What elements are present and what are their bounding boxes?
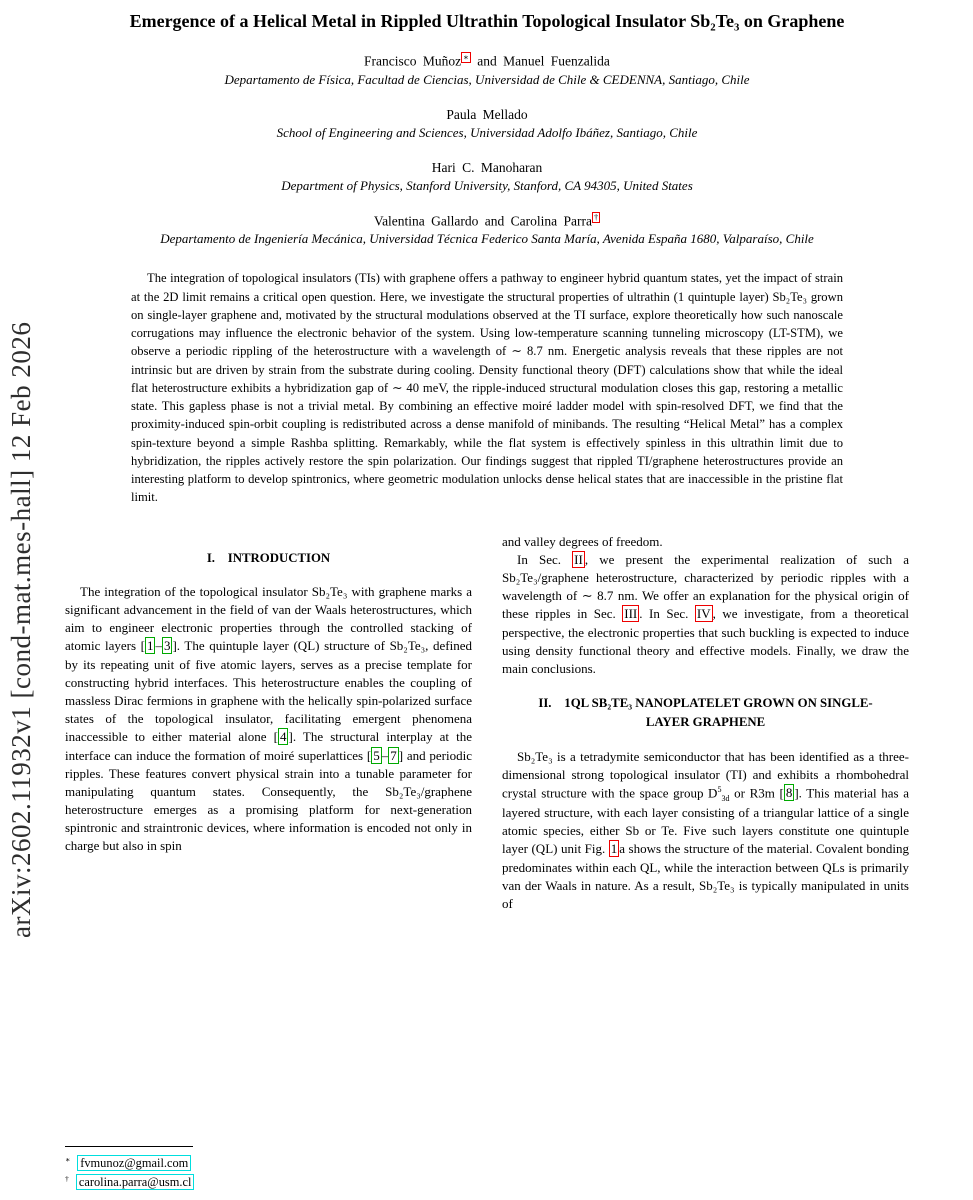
affiliation: Departamento de Física, Facultad de Ciencias, Universidad de Chile & CEDENNA, Santiago, Chile	[224, 71, 750, 87]
footnote-row	[65, 1173, 485, 1192]
text-segment: or R3m [	[729, 785, 784, 801]
footnote-rule	[65, 1146, 193, 1147]
footnote-mark: †	[65, 1174, 69, 1184]
citation-link[interactable]: 5	[373, 747, 380, 763]
section2-paragraph	[502, 748, 909, 914]
text-segment: ]. This material has a layered structure, with each layer consisting of a triangular lattice of a single atomic species, either Sb or Te. Five such layers constitute one quintuple layer (QL) unit Fig.	[502, 785, 909, 857]
internal-ref-link[interactable]: II	[574, 551, 583, 567]
citation-link[interactable]: 7	[390, 747, 397, 763]
paper-title: Emergence of a Helical Metal in Rippled Ultrathin Topological Insulator Sb₂Te₃ on Graphene	[129, 11, 845, 31]
text-segment: Paula Mellado	[446, 106, 528, 122]
footnote-mark-ref[interactable]: †	[593, 212, 599, 222]
footnote-mark-ref[interactable]: ∗	[463, 53, 469, 63]
right-column	[502, 533, 909, 914]
arxiv-stamp: arXiv:2602.11932v1 [cond-mat.mes-hall] 12 Feb 2026	[6, 321, 36, 939]
citation-link[interactable]: 1	[146, 638, 154, 654]
text-segment: ]. The structural interplay at the interface can induce the formation of moiré superlattices [	[65, 729, 472, 763]
section-heading-section2: II. 1QL SB₂TE₃ NANOPLATELET GROWN ON SINGLE-LAYER GRAPHENE	[538, 696, 873, 730]
text-segment: –	[155, 638, 162, 654]
citation-link[interactable]: 8	[785, 785, 793, 801]
text-segment: and Manuel Fuenzalida	[470, 53, 610, 69]
abstract: The integration of topological insulators (TIs) with graphene offers a pathway to engineer hybrid quantum states, yet the impact of strain at the 2D limit remains a critical open question. Here, we investigate the structural properties of ultrathin (1 quintuple layer) Sb₂Te₃ grown on single-layer graphene and, motivated by the structural modulations observed at the TI surface, explore theoretically how such nanoscale corrugations may influence the electronic behavior of the system. Using low-temperature scanning tunneling microscopy (LT-STM), we observe a periodic rippling of the heterostructure with a wavelength of ∼ 8.7 nm. Energetic analysis reveals that these ripples are not intrinsic but are driven by strain from the substrate during cooling. Density functional theory (DFT) calculations show that while the ideal flat heterostructure exhibits a hybridization gap of ∼ 40 meV, the ripple-induced structural modulation closes this gap, restoring a metallic state. This gapless phase is not a trivial metal. By combining an effective moiré ladder model with spin-resolved DFT, we find that the proximity-induced spin-orbit coupling is redistributed across a dense manifold of minibands. The resulting “Helical Metal” has a complex spin-texture beyond a simple Rashba splitting. Remarkably, while the flat system is effectively spinless in this ultrathin limit due to hybridization, the ripples actively restore the spin polarization. Our findings suggest that rippled TI/graphene heterostructures provide an interesting platform to develop spintronics, where geometric modulation unlocks dense helical states that are inaccessible in the pristine flat limit.	[131, 271, 843, 505]
affiliation: Department of Physics, Stanford University, Stanford, CA 94305, United States	[281, 177, 693, 193]
text-segment: In Sec.	[517, 551, 573, 567]
author-names	[65, 213, 909, 230]
section-heading-introduction: I. INTRODUCTION	[206, 550, 331, 565]
affiliation: Departamento de Ingeniería Mecánica, Universidad Técnica Federico Santa María, Avenida España 1680, Valparaíso, Chile	[160, 231, 814, 247]
email-link[interactable]: carolina.parra@usm.cl	[76, 1174, 195, 1190]
superscript-text: 5	[717, 784, 722, 794]
text-segment: –	[381, 747, 389, 763]
text-segment: , we investigate, from a theoretical perspective, the electronic properties that such buckling is expected to induce using density functional theory and effective models. Finally, we draw the main conclusions.	[502, 606, 909, 676]
author-names	[65, 160, 909, 176]
author-group	[65, 160, 909, 194]
citation-link[interactable]: 3	[163, 638, 171, 654]
text-segment: a shows the structure of the material. Covalent bonding predominates within each QL, while the interaction between QLs is primarily van der Waals in nature. As a result, Sb₂Te₃ is typically manipulated in units of	[502, 841, 909, 912]
subscript-text: 3d	[721, 793, 730, 803]
text-segment: Valentina Gallardo and Carolina Parra	[373, 213, 592, 229]
affiliation: School of Engineering and Sciences, Universidad Adolfo Ibáñez, Santiago, Chile	[276, 124, 698, 140]
footnote-row	[65, 1154, 485, 1173]
author-group	[65, 213, 909, 248]
author-group	[65, 107, 909, 141]
footnote-mark: ∗	[65, 1155, 71, 1164]
text-segment: The integration of the topological insulator Sb₂Te₃ with graphene marks a significant advancement in the field of van der Waals heterostructures, which aim to engineer electronic properties through the controlled stacking of atomic layers [	[65, 583, 472, 654]
text-segment: ] and periodic ripples. These features convert physical strain into a tunable parameter for manipulating quantum states. Consequently, the Sb₂Te₃/graphene heterostructure emerges as a promising platform for next-generation spintronic and straintronic devices, where information is encoded not only in charge but also in spin	[65, 747, 472, 854]
author-names	[65, 52, 909, 70]
email-link[interactable]: fvmunoz@gmail.com	[77, 1155, 191, 1171]
text-segment: Sb₂Te₃ is a tetradymite semiconductor that has been identified as a three-dimensional strong topological insulator (TI) and exhibits a rhombohedral crystal structure with the space group D	[502, 748, 909, 801]
paper-content	[65, 0, 909, 913]
left-column	[65, 533, 472, 914]
text-segment: , we present the experimental realization of such a Sb₂Te₃/graphene heterostructure, characterized by periodic ripples with a wavelength of ∼ 8.7 nm. We offer an explanation for the physical origin of these ripples in Sec.	[502, 551, 909, 622]
internal-ref-link[interactable]: IV	[696, 606, 711, 622]
citation-link[interactable]: 4	[279, 729, 287, 745]
text-segment: ]. The quintuple layer (QL) structure of Sb₂Te₃, defined by its repeating unit of five atomic layers, serves as a precise template for constructing hybrid interfaces. This heterostructure enables the coupling of massless Dirac fermions in graphene with the helically spin-polarized surface states of the topological insulator, facilitating emergent phenomena inaccessible to either material alone [	[65, 638, 472, 745]
internal-ref-link[interactable]: 1	[610, 841, 618, 857]
text-segment: . In Sec.	[639, 606, 695, 622]
internal-ref-link[interactable]: III	[624, 606, 638, 622]
introduction-paragraph	[65, 583, 472, 856]
text-segment: Francisco Muñoz	[364, 53, 462, 69]
two-column-body	[65, 533, 909, 914]
text-segment: Hari C. Manoharan	[431, 159, 543, 175]
author-group	[65, 52, 909, 88]
outline-paragraph	[502, 551, 909, 678]
author-names	[65, 107, 909, 123]
continuation-paragraph: and valley degrees of freedom.	[502, 533, 663, 549]
footnotes	[65, 1146, 485, 1193]
